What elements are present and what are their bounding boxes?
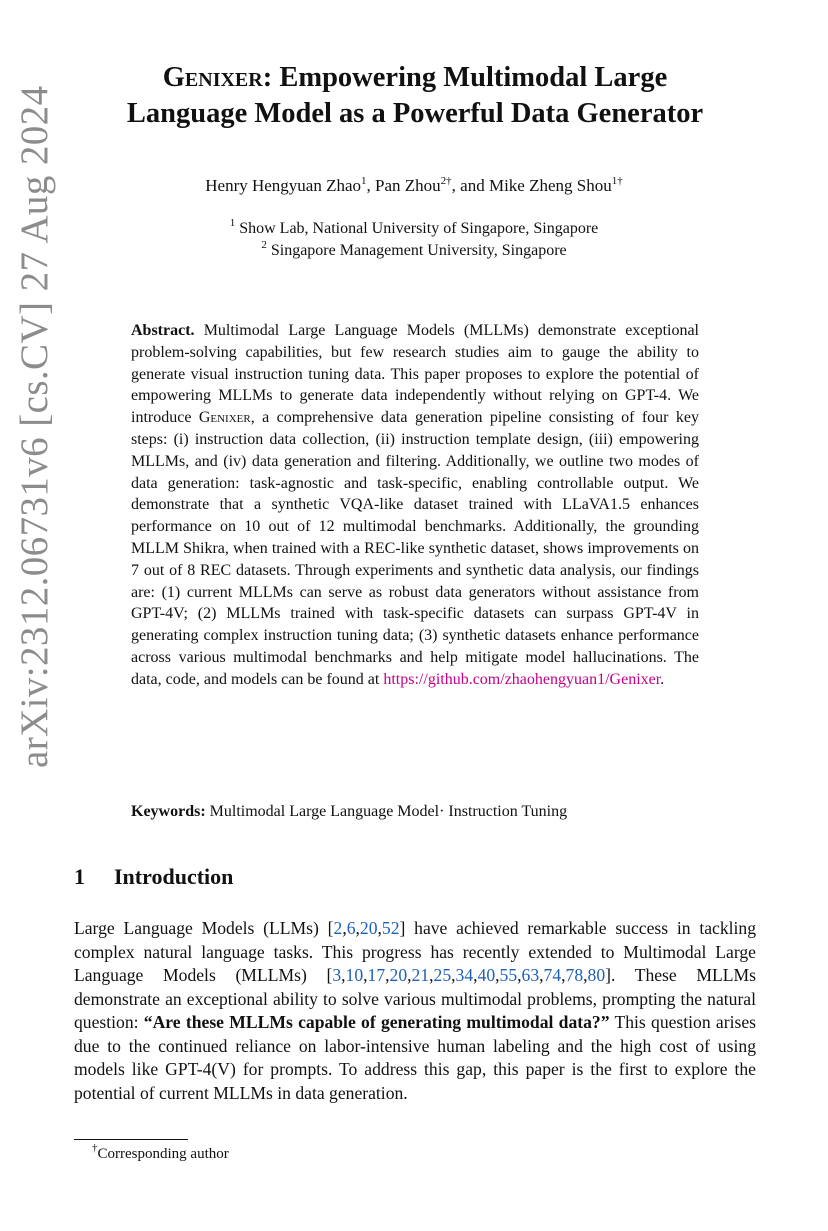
citation-separator: , [385,965,390,985]
author-separator: , [366,176,376,195]
abstract-text: , a comprehensive data generation pipeline consisting of four key steps: (i) instruction data collection, (ii) instruction template design, (iii) empowering MLLMs, and (iv) data generation and filtering. Additionally, we outline two modes of data generation: task-agnostic and task-specific, enabling controllable output. We demonstrate that a synthetic VQA-like dataset trained with LLaVA1.5 enhances performance on 10 out of 12 multimodal benchmarks. Additionally, the grounding MLLM Shikra, when trained with a REC-like synthetic dataset, shows improvements on 7 out of 8 REC datasets. Through experiments and synthetic data analysis, our findings are: (1) current MLLMs can serve as robust data generators without assistance from GPT-4V; (2) MLLMs trained with task-specific datasets can surpass GPT-4V in generating complex instruction tuning data; (3) synthetic datasets enhance performance across various multimodal benchmarks and help mitigate model hallucinations. The data, code, and models can be found at [131,409,700,688]
citation-separator: , [539,965,544,985]
citation-group [332,965,605,985]
citation-separator: , [407,965,412,985]
citation-link[interactable]: 10 [345,965,364,985]
citation-separator: , [355,918,360,938]
author-name: Pan Zhou [375,176,441,195]
affiliation-text: Show Lab, National University of Singapore, Singapore [239,220,599,237]
citation-link[interactable]: 40 [477,965,496,985]
citation-link[interactable]: 74 [543,965,562,985]
intro-text: ]. These MLLMs demonstrate an exceptional ability to solve various multimodal problems, prompting the natural question: [74,965,756,1032]
citation-link[interactable]: 20 [389,965,408,985]
footnote-rule [74,1139,188,1140]
research-question: “Are these MLLMs capable of generating multimodal data?” [143,1012,610,1032]
abstract-period: . [660,670,665,688]
citation-separator: , [561,965,566,985]
intro-text: ] have achieved remarkable success in tackling complex natural language tasks. This progress has recently extended to Multimodal Large Language Models (MLLMs) [ [74,918,757,985]
citation-link[interactable]: 2 [333,918,343,938]
section-title: Introduction [114,864,234,889]
citation-link[interactable]: 52 [381,918,400,938]
section-number: 1 [74,864,85,889]
citation-link[interactable]: 21 [411,965,430,985]
citation-link[interactable]: 25 [433,965,452,985]
intro-text: Large Language Models (LLMs) [ [74,918,334,938]
title-method-name: Genixer [162,62,263,93]
abstract-text: Multimodal Large Language Models (MLLMs) demonstrate exceptional problem-solving capabilities, but few research studies aim to gauge the ability to generate visual instruction tuning data. This paper proposes to explore the potential of empowering MLLMs to generate data independently without relying on GPT-4. We introduce [131,322,699,427]
citation-separator: , [451,965,456,985]
author-name: Henry Hengyuan Zhao [205,176,362,195]
citation-separator: , [429,965,434,985]
citation-link[interactable]: 63 [521,965,540,985]
footnote [92,1142,229,1163]
citation-group [334,918,400,938]
introduction-paragraph [74,917,756,1105]
paper-title [60,60,770,132]
keywords [131,803,699,821]
citation-link[interactable]: 20 [359,918,378,938]
affiliation-mark: 1 [229,217,236,229]
citation-separator: , [363,965,368,985]
citation-separator: , [342,918,347,938]
footnote-mark: † [92,1142,98,1154]
citation-link[interactable]: 78 [565,965,584,985]
author-list [0,176,828,196]
citation-separator: , [473,965,478,985]
keywords-text: Multimodal Large Language Model· Instruction Tuning [209,803,568,820]
intro-text: This question arises due to the continued reliance on labor-intensive human labeling and the high cost of using models like GPT-4(V) for prompts. To address this gap, this paper is the first to explore the potential of current MLLMs in data generation. [74,1012,756,1103]
citation-link[interactable]: 34 [455,965,474,985]
citation-link[interactable]: 3 [332,965,342,985]
author-affiliation-mark: 1† [611,175,623,187]
footnote-text: Corresponding author [97,1146,229,1162]
title-line1: : Empowering Multimodal Large [262,62,668,93]
author-separator: , and [451,176,489,195]
code-repository-link[interactable]: https://github.com/zhaohengyuan1/Genixer [383,670,661,688]
affiliation [0,218,828,240]
author-name: Mike Zheng Shou [488,176,612,195]
arxiv-id-text: arXiv:2312.06731v6 [cs.CV] 27 Aug 2024 [13,85,56,768]
affiliation-mark: 2 [261,239,267,251]
author-affiliation-mark: 1 [361,175,367,187]
author-affiliation-mark: 2† [440,175,452,187]
affiliation [0,240,828,262]
title-line2: Language Model as a Powerful Data Generator [126,98,704,129]
abstract-method-name: Genixer [198,409,251,427]
abstract-label: Abstract. [131,322,195,339]
citation-separator: , [377,918,382,938]
citation-separator: , [517,965,522,985]
citation-separator: , [495,965,500,985]
citation-separator: , [583,965,588,985]
abstract [131,320,699,691]
citation-separator: , [341,965,346,985]
keywords-label: Keywords: [131,803,206,820]
section-heading [74,864,233,890]
citation-link[interactable]: 6 [346,918,356,938]
citation-link[interactable]: 17 [367,965,386,985]
citation-link[interactable]: 80 [587,965,606,985]
citation-link[interactable]: 55 [499,965,518,985]
affiliation-text: Singapore Management University, Singapore [270,242,567,259]
